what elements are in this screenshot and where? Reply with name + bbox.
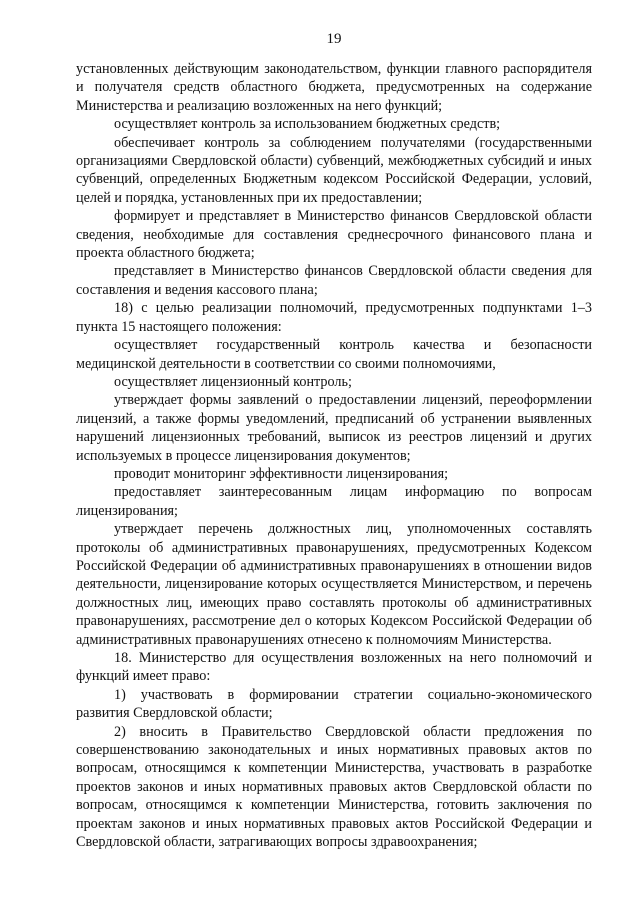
page-number: 19: [326, 31, 342, 47]
paragraph: осуществляет контроль за использованием бюджетных средств;: [114, 116, 501, 133]
paragraph: 2) вносить в Правительство Свердловской области предложения по совершенствованию законодательных и иных нормативных правовых актов по вопросам, относящимся к компетенции Министерства, участвовать в разработке проектов законов и иных нормативных правовых актов Свердловской области по вопросам, относящимся к компетенции Министерства, готовить заключения по проектам законов и иных нормативных правовых актов Российской Федерации и Свердловской области, затрагивающих вопросы здравоохранения;: [76, 723, 592, 851]
paragraph: утверждает перечень должностных лиц, уполномоченных составлять протоколы об административных правонарушениях, предусмотренных Кодексом Российской Федерации об административных правонарушениях в отношении видов деятельности, лицензирование которых осуществляется Министерством, и перечень должностных лиц, имеющих право составлять протоколы об административных правонарушениях, рассмотрение дел о которых Кодексом Российской Федерации об административных правонарушениях отнесено к полномочиям Министерства.: [76, 521, 592, 648]
paragraph: проводит мониторинг эффективности лицензирования;: [114, 465, 449, 482]
paragraph: осуществляет лицензионный контроль;: [114, 373, 352, 390]
paragraph: представляет в Министерство финансов Свердловской области сведения для составления и ведения кассового плана;: [76, 263, 592, 298]
paragraph: 18. Министерство для осуществления возложенных на него полномочий и функций имеет право:: [76, 650, 592, 685]
paragraph: утверждает формы заявлений о предоставлении лицензий, переоформлении лицензий, а также формы уведомлений, предписаний об устранении выявленных нарушений лицензионных требований, выписок из реестров лицензий и других используемых в процессе лицензирования документов;: [76, 392, 592, 464]
paragraph: осуществляет государственный контроль качества и безопасности медицинской деятельности в соответствии со своими полномочиями,: [76, 337, 592, 372]
document-body: [76, 60, 592, 851]
paragraph: 18) с целью реализации полномочий, предусмотренных подпунктами 1–3 пункта 15 настоящего положения:: [76, 300, 592, 335]
paragraph: предоставляет заинтересованным лицам информацию по вопросам лицензирования;: [76, 484, 592, 519]
paragraph: обеспечивает контроль за соблюдением получателями (государственными организациями Свердловской области) субвенций, межбюджетных субсидий и иных субвенций, определенных Бюджетным кодексом Российской Федерации, условий, целей и порядка, установленных при их предоставлении;: [76, 134, 592, 206]
paragraph: установленных действующим законодательством, функции главного распорядителя и получателя средств областного бюджета, предусмотренных на содержание Министерства и реализацию возложенных на него функций;: [76, 61, 592, 114]
paragraph: формирует и представляет в Министерство финансов Свердловской области сведения, необходимые для составления среднесрочного финансового плана и проекта областного бюджета;: [76, 208, 592, 262]
paragraph: 1) участвовать в формировании стратегии социально-экономического развития Свердловской области;: [76, 686, 592, 722]
